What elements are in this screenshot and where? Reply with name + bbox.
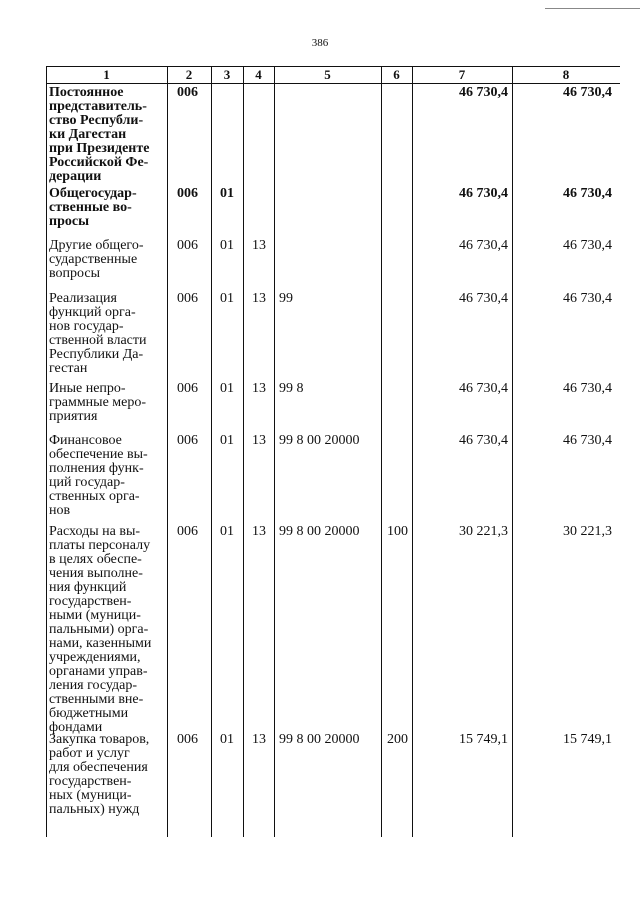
cell-expense-type: 100 (387, 524, 408, 539)
cell-amount-1: 46 730,4 (459, 291, 508, 306)
cell-amount-1: 46 730,4 (459, 186, 508, 201)
cell-ministry-code: 006 (177, 85, 198, 100)
cell-amount-2: 46 730,4 (563, 381, 612, 396)
cell-amount-2: 15 749,1 (563, 732, 612, 747)
cell-section: 01 (220, 381, 234, 396)
row-name: Общегосудар- ственные во- просы (49, 186, 137, 229)
cell-target-article: 99 8 00 20000 (279, 732, 360, 747)
col-border-5 (381, 67, 382, 837)
cell-amount-2: 46 730,4 (563, 186, 612, 201)
cell-ministry-code: 006 (177, 524, 198, 539)
cell-target-article: 99 8 00 20000 (279, 524, 360, 539)
top-right-rule (545, 8, 640, 9)
header-col-2: 2 (185, 67, 193, 82)
cell-amount-1: 30 221,3 (459, 524, 508, 539)
cell-ministry-code: 006 (177, 433, 198, 448)
cell-amount-2: 46 730,4 (563, 433, 612, 448)
cell-amount-2: 30 221,3 (563, 524, 612, 539)
cell-subsection: 13 (252, 524, 266, 539)
header-col-8: 8 (562, 67, 570, 82)
row-name: Финансовое обеспечение вы- полнения функ- ций государ- ственных орга- нов (49, 433, 148, 518)
cell-section: 01 (220, 732, 234, 747)
cell-amount-1: 46 730,4 (459, 238, 508, 253)
cell-section: 01 (220, 186, 234, 201)
cell-amount-1: 46 730,4 (459, 433, 508, 448)
cell-subsection: 13 (252, 381, 266, 396)
col-border-7 (512, 67, 513, 837)
cell-subsection: 13 (252, 291, 266, 306)
header-col-3: 3 (223, 67, 231, 82)
col-border-left (46, 67, 47, 837)
cell-amount-1: 46 730,4 (459, 85, 508, 100)
row-name: Иные непро- граммные меро- приятия (49, 381, 147, 424)
row-name: Постоянное представитель- ство Республи- ки Дагестан при Президенте Российской Фе- дерации (49, 85, 150, 184)
cell-target-article: 99 8 00 20000 (279, 433, 360, 448)
cell-expense-type: 200 (387, 732, 408, 747)
header-col-6: 6 (393, 67, 400, 82)
row-name: Реализация функций орга- нов государ- ственной власти Республики Да- гестан (49, 291, 147, 376)
col-border-1 (167, 67, 168, 837)
header-col-1: 1 (103, 67, 110, 82)
cell-amount-2: 46 730,4 (563, 291, 612, 306)
cell-subsection: 13 (252, 433, 266, 448)
cell-ministry-code: 006 (177, 186, 198, 201)
cell-section: 01 (220, 238, 234, 253)
cell-ministry-code: 006 (177, 732, 198, 747)
row-name: Расходы на вы- платы персоналу в целях обеспе- чения выполне- ния функций государствен- ными (муници- пальными) орга- нами, казенными учреждениями, органами управ- ления государ- ственными вне- бюджетными фондами (49, 524, 152, 735)
cell-section: 01 (220, 291, 234, 306)
budget-table (46, 66, 620, 837)
cell-ministry-code: 006 (177, 291, 198, 306)
cell-target-article: 99 (279, 291, 293, 306)
cell-ministry-code: 006 (177, 381, 198, 396)
col-border-2 (211, 67, 212, 837)
cell-amount-2: 46 730,4 (563, 85, 612, 100)
cell-subsection: 13 (252, 732, 266, 747)
col-border-3 (243, 67, 244, 837)
header-col-4: 4 (255, 67, 262, 82)
col-border-4 (274, 67, 275, 837)
cell-section: 01 (220, 524, 234, 539)
cell-ministry-code: 006 (177, 238, 198, 253)
row-name: Закупка товаров, работ и услуг для обеспечения государствен- ных (муници- пальных) нужд (49, 732, 150, 817)
cell-section: 01 (220, 433, 234, 448)
cell-target-article: 99 8 (279, 381, 304, 396)
header-divider (46, 83, 620, 84)
cell-amount-1: 46 730,4 (459, 381, 508, 396)
cell-amount-2: 46 730,4 (563, 238, 612, 253)
header-col-5: 5 (324, 67, 331, 82)
page-number: 386 (311, 37, 329, 49)
row-name: Другие общего- сударственные вопросы (49, 238, 144, 281)
col-border-6 (412, 67, 413, 837)
header-col-7: 7 (458, 67, 466, 82)
cell-subsection: 13 (252, 238, 266, 253)
cell-amount-1: 15 749,1 (459, 732, 508, 747)
